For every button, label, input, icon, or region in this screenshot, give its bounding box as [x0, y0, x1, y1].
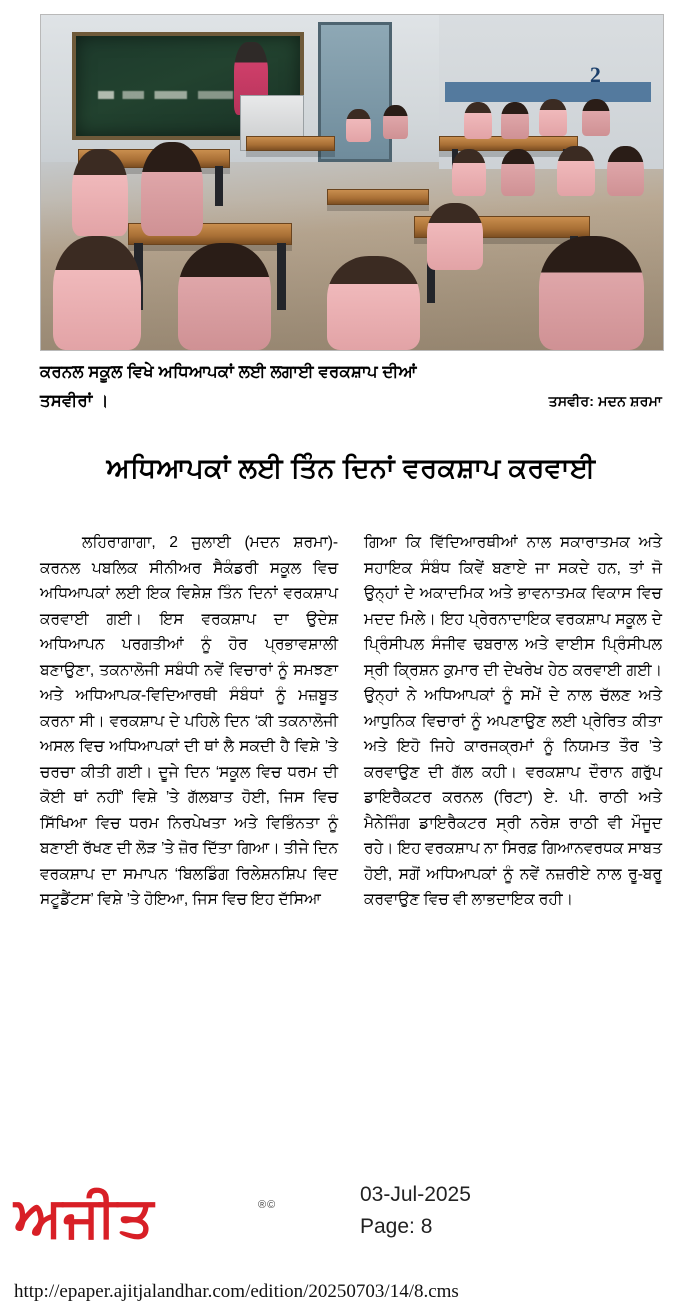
source-url[interactable]: http://epaper.ajitjalandhar.com/edition/20250703/14/8.cms — [14, 1281, 459, 1302]
student-figure — [383, 105, 408, 139]
article-headline: ਅਧਿਆਪਕਾਂ ਲਈ ਤਿੰਨ ਦਿਨਾਂ ਵਰਕਸ਼ਾਪ ਕਰਵਾਈ — [106, 453, 596, 483]
desk — [327, 189, 429, 204]
student-figure — [464, 102, 492, 139]
student-figure — [501, 149, 535, 196]
article-photo — [40, 14, 664, 351]
student-figure — [557, 146, 594, 196]
ajit-logo: ਅਜੀਤ — [14, 1185, 155, 1248]
student-figure — [452, 149, 486, 196]
desk-leg — [215, 166, 222, 206]
photo-credit: ਤਸਵੀਰ: ਮਦਨ ਸ਼ਰਮਾ — [548, 393, 662, 409]
article-text-right: ਗਿਆ ਕਿ ਵਿੱਦਿਆਰਥੀਆਂ ਨਾਲ ਸਕਾਰਾਤਮਕ ਅਤੇ ਸਹਾਇਕ ਸੰਬੰਧ ਕਿਵੇਂ ਬਣਾਏ ਜਾ ਸਕਦੇ ਹਨ, ਤਾਂ ਜੋ ਉਨ੍ਹਾਂ ਦੇ ਅਕਾਦਮਿਕ ਅਤੇ ਭਾਵਨਾਤਮਕ ਵਿਕਾਸ ਵਿਚ ਮਦਦ ਮਿਲੇ। ਇਹ ਪ੍ਰੇਰਨਾਦਾਇਕ ਵਰਕਸ਼ਾਪ ਸਕੂਲ ਦੇ ਪ੍ਰਿੰਸੀਪਲ ਸੰਜੀਵ ਢਬਰਾਲ ਅਤੇ ਵਾਈਸ ਪ੍ਰਿੰਸੀਪਲ ਸ੍ਰੀ ਕ੍ਰਿਸ਼ਨ ਕੁਮਾਰ ਦੀ ਦੇਖਰੇਖ ਹੇਠ ਕਰਵਾਈ ਗਈ। ਉਨ੍ਹਾਂ ਨੇ ਅਧਿਆਪਕਾਂ ਨੂੰ ਸਮੇਂ ਦੇ ਨਾਲ ਚੱਲਣ ਅਤੇ ਆਧੁਨਿਕ ਵਿਚਾਰਾਂ ਨੂੰ ਅਪਣਾਉਣ ਲਈ ਪ੍ਰੇਰਿਤ ਕੀਤਾ ਅਤੇ ਇਹੋ ਜਿਹੇ ਕਾਰਜਕ੍ਰਮਾਂ ਨੂੰ ਨਿਯਮਤ ਤੌਰ ’ਤੇ ਕਰਵਾਉਣ ਦੀ ਗੱਲ ਕਹੀ। ਵਰਕਸ਼ਾਪ ਦੌਰਾਨ ਗਰੁੱਪ ਡਾਇਰੈਕਟਰ ਕਰਨਲ (ਰਿਟਾ) ਏ. ਪੀ. ਰਾਠੀ ਅਤੇ ਮੈਨੇਜਿੰਗ ਡਾਇਰੈਕਟਰ ਸ੍ਰੀ ਨਰੇਸ਼ ਰਾਠੀ ਵੀ ਮੌਜੂਦ ਰਹੇ। ਇਹ ਵਰਕਸ਼ਾਪ ਨਾ ਸਿਰਫ਼ ਗਿਆਨਵਰਧਕ ਸਾਬਤ ਹੋਈ, ਸਗੋਂ ਅਧਿਆਪਕਾਂ ਨੂੰ ਨਵੇਂ ਨਜ਼ਰੀਏ ਨਾਲ ਰੂ-ਬਰੂ ਕਰਵਾਉਣ ਵਿਚ ਵੀ ਲਾਭਦਾਇਕ ਰਹੀ। — [364, 534, 662, 908]
student-figure — [178, 243, 271, 350]
student-figure — [346, 109, 371, 143]
student-figure — [539, 99, 567, 136]
page-number: Page: 8 — [360, 1215, 433, 1238]
article-column-left — [40, 530, 338, 913]
caption-line-1: ਕਰਨਲ ਸਕੂਲ ਵਿਖੇ ਅਧਿਆਪਕਾਂ ਲਈ ਲਗਾਈ ਵਰਕਸ਼ਾਪ ਦੀਆਂ — [40, 363, 417, 381]
desk-leg — [277, 243, 286, 310]
student-figure — [539, 236, 645, 350]
caption-line-2-row — [40, 387, 662, 416]
student-figure — [327, 256, 420, 350]
student-figure — [53, 236, 140, 350]
article-text-left: ਲਹਿਰਾਗਾਗਾ, 2 ਜੁਲਾਈ (ਮਦਨ ਸ਼ਰਮਾ)-ਕਰਨਲ ਪਬਲਿਕ ਸੀਨੀਅਰ ਸੈਕੰਡਰੀ ਸਕੂਲ ਵਿਚ ਅਧਿਆਪਕਾਂ ਲਈ ਇਕ ਵਿਸ਼ੇਸ਼ ਤਿੰਨ ਦਿਨਾਂ ਵਰਕਸ਼ਾਪ ਕਰਵਾਈ ਗਈ। ਇਸ ਵਰਕਸ਼ਾਪ ਦਾ ਉਦੇਸ਼ ਅਧਿਆਪਨ ਪਰਗਤੀਆਂ ਨੂੰ ਹੋਰ ਪ੍ਰਭਾਵਸ਼ਾਲੀ ਬਣਾਉਣਾ, ਤਕਨਾਲੋਜੀ ਸਬੰਧੀ ਨਵੇਂ ਵਿਚਾਰਾਂ ਨੂੰ ਸਮਝਣਾ ਅਤੇ ਅਧਿਆਪਕ-ਵਿਦਿਆਰਥੀ ਸੰਬੰਧਾਂ ਨੂੰ ਮਜ਼ਬੂਤ ਕਰਨਾ ਸੀ। ਵਰਕਸ਼ਾਪ ਦੇ ਪਹਿਲੇ ਦਿਨ ‘ਕੀ ਤਕਨਾਲੋਜੀ ਅਸਲ ਵਿਚ ਅਧਿਆਪਕਾਂ ਦੀ ਥਾਂ ਲੈ ਸਕਦੀ ਹੈ ਵਿਸ਼ੇ ’ਤੇ ਚਰਚਾ ਕੀਤੀ ਗਈ। ਦੂਜੇ ਦਿਨ ‘ਸਕੂਲ ਵਿਚ ਧਰਮ ਦੀ ਕੋਈ ਥਾਂ ਨਹੀਂ’ ਵਿਸ਼ੇ ’ਤੇ ਗੱਲਬਾਤ ਹੋਈ, ਜਿਸ ਵਿਚ ਸਿੱਖਿਆ ਵਿਚ ਧਰਮ ਨਿਰਪੇਖਤਾ ਅਤੇ ਵਿਭਿੰਨਤਾ ਨੂੰ ਬਣਾਈ ਰੱਖਣ ਦੀ ਲੋੜ ’ਤੇ ਜ਼ੋਰ ਦਿੱਤਾ ਗਿਆ। ਤੀਜੇ ਦਿਨ ਵਰਕਸ਼ਾਪ ਦਾ ਸਮਾਪਨ ‘ਬਿਲਡਿੰਗ ਰਿਲੇਸ਼ਨਸ਼ਿਪ ਵਿਦ ਸਟੂਡੈਂਟਸ’ ਵਿਸ਼ੇ ’ਤੇ ਹੋਇਆ, ਜਿਸ ਵਿਚ ਇਹ ਦੱਸਿਆ — [40, 534, 338, 908]
publication-date: 03-Jul-2025 — [360, 1183, 471, 1206]
student-figure — [607, 146, 644, 196]
photo-caption — [40, 358, 662, 416]
registered-mark-icon: ®© — [258, 1199, 277, 1211]
article-body — [40, 530, 662, 913]
article-column-right — [364, 530, 662, 913]
student-figure — [427, 203, 483, 270]
room-number-label: 2 — [589, 61, 601, 87]
classroom-scene — [41, 15, 663, 350]
desk — [246, 136, 335, 151]
student-figure — [501, 102, 529, 139]
chalk-writing — [98, 91, 232, 99]
caption-line-2: ਤਸਵੀਰਾਂ । — [40, 392, 109, 410]
student-figure — [72, 149, 128, 236]
student-figure — [141, 142, 203, 236]
student-figure — [582, 99, 610, 136]
footer — [0, 1181, 700, 1311]
